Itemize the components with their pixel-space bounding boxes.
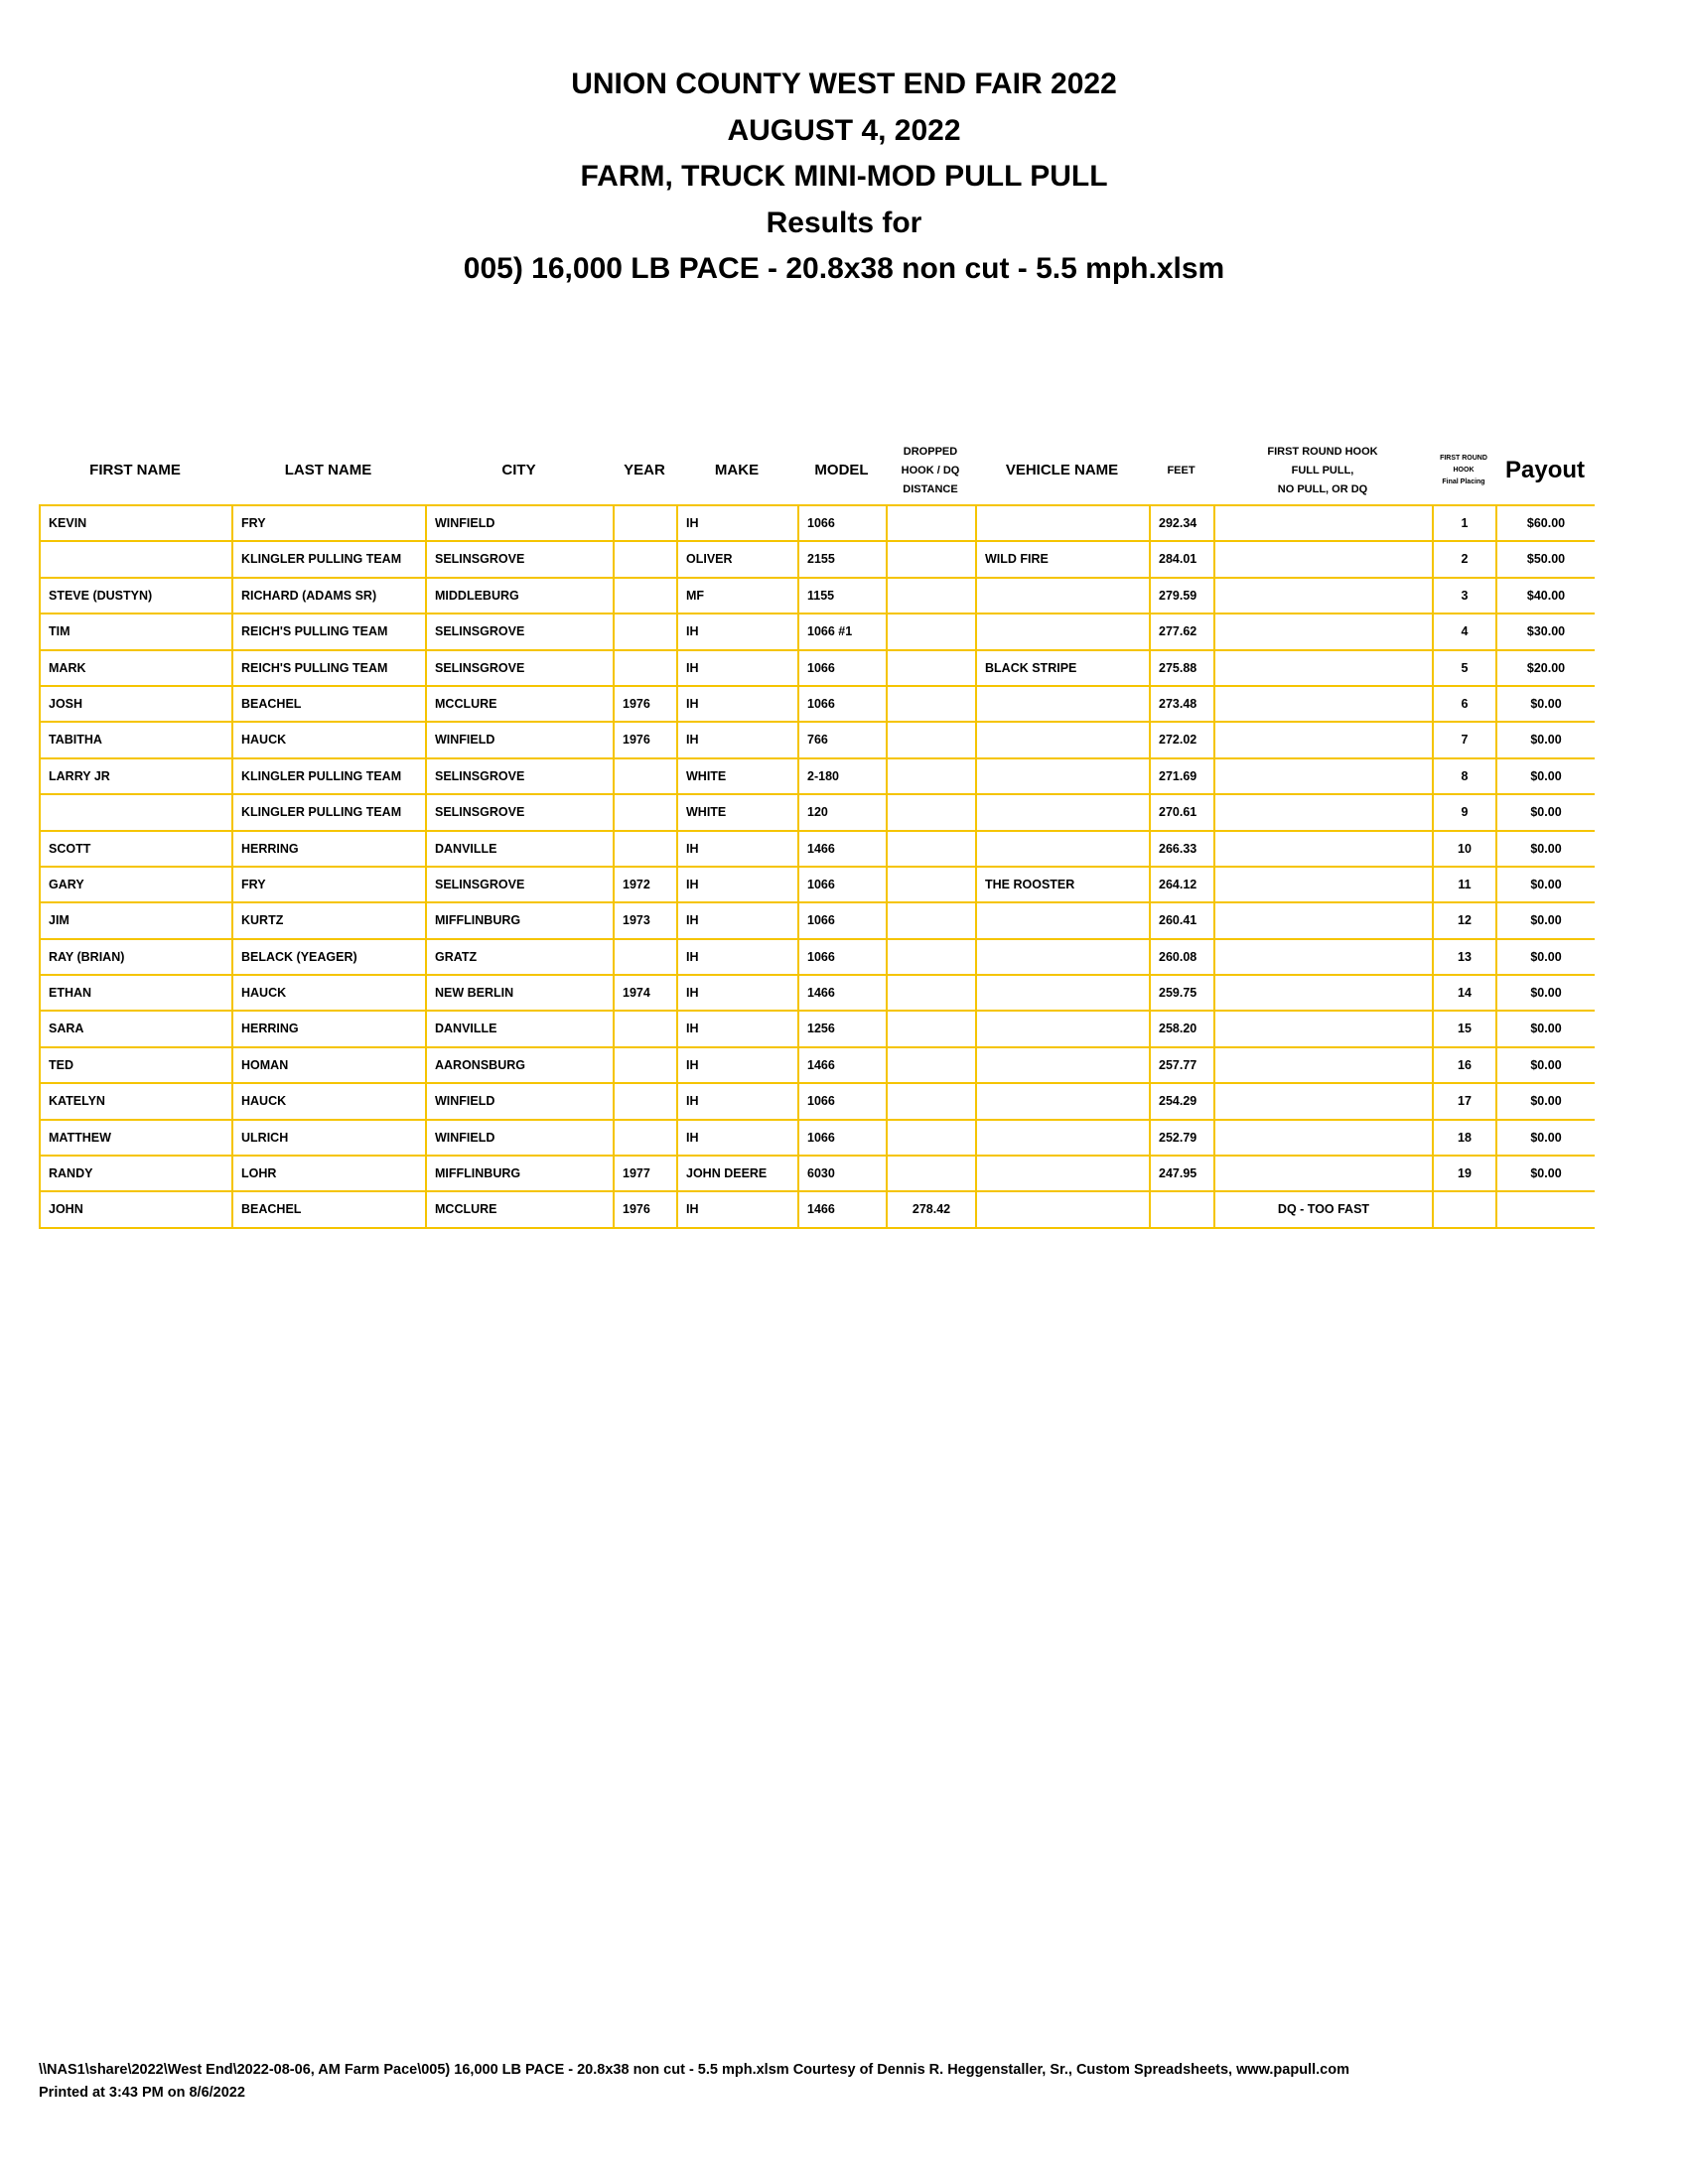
cell-city: AARONSBURG [425,1048,613,1082]
cell-year [613,1084,676,1118]
cell-dropped-hook-distance [886,903,975,937]
cell-make: IH [676,1012,797,1045]
cell-first-name: JIM [39,903,231,937]
cell-payout: $20.00 [1495,651,1595,685]
column-header-first-round-hook: FIRST ROUND HOOK FULL PULL, NO PULL, OR DQ [1267,445,1378,495]
cell-dropped-hook-distance [886,1121,975,1155]
cell-feet: 252.79 [1149,1121,1213,1155]
cell-feet [1149,1192,1213,1226]
cell-vehicle-name [975,1192,1149,1226]
cell-make: IH [676,1192,797,1226]
cell-make: IH [676,868,797,901]
cell-final-placing: 10 [1432,832,1495,866]
cell-vehicle-name [975,976,1149,1010]
cell-first-name: RANDY [39,1157,231,1190]
cell-vehicle-name [975,1157,1149,1190]
cell-last-name: FRY [231,868,425,901]
cell-last-name: KLINGLER PULLING TEAM [231,795,425,829]
table-row [39,866,1595,901]
column-header-final-placing: FIRST ROUND HOOK Final Placing [1440,455,1487,485]
cell-final-placing: 15 [1432,1012,1495,1045]
cell-feet: 272.02 [1149,723,1213,756]
cell-make: JOHN DEERE [676,1157,797,1190]
table-row [39,1119,1595,1155]
cell-final-placing: 3 [1432,579,1495,613]
cell-first-round-hook [1213,723,1432,756]
cell-make: IH [676,976,797,1010]
cell-feet: 275.88 [1149,651,1213,685]
cell-first-name [39,542,231,576]
cell-payout: $0.00 [1495,759,1595,793]
cell-model: 1066 [797,940,886,974]
cell-city: WINFIELD [425,1121,613,1155]
cell-model: 1066 [797,868,886,901]
table-row [39,721,1595,756]
cell-model: 1466 [797,976,886,1010]
column-header-feet: FEET [1167,464,1196,477]
table-row [39,685,1595,721]
cell-last-name: REICH'S PULLING TEAM [231,614,425,648]
cell-city: SELINSGROVE [425,542,613,576]
cell-dropped-hook-distance [886,614,975,648]
table-row [39,1155,1595,1190]
cell-feet: 266.33 [1149,832,1213,866]
cell-feet: 264.12 [1149,868,1213,901]
table-row [39,613,1595,648]
cell-model: 1066 [797,903,886,937]
cell-first-round-hook [1213,976,1432,1010]
cell-year [613,759,676,793]
cell-payout: $50.00 [1495,542,1595,576]
cell-payout: $40.00 [1495,579,1595,613]
results-table [39,437,1595,1229]
cell-final-placing: 4 [1432,614,1495,648]
cell-vehicle-name [975,1048,1149,1082]
cell-make: IH [676,1084,797,1118]
cell-model: 6030 [797,1157,886,1190]
cell-payout: $0.00 [1495,1121,1595,1155]
cell-feet: 258.20 [1149,1012,1213,1045]
cell-model: 1066 [797,687,886,721]
cell-vehicle-name [975,832,1149,866]
cell-first-name: MARK [39,651,231,685]
cell-year: 1976 [613,1192,676,1226]
cell-dropped-hook-distance [886,976,975,1010]
cell-model: 766 [797,723,886,756]
cell-first-round-hook [1213,506,1432,540]
cell-final-placing: 9 [1432,795,1495,829]
cell-model: 1066 [797,1121,886,1155]
cell-first-round-hook [1213,614,1432,648]
cell-model: 1256 [797,1012,886,1045]
column-header-last-name: LAST NAME [284,462,372,478]
cell-first-name: TIM [39,614,231,648]
cell-make: IH [676,1121,797,1155]
cell-vehicle-name [975,1084,1149,1118]
cell-final-placing: 14 [1432,976,1495,1010]
cell-last-name: REICH'S PULLING TEAM [231,651,425,685]
cell-make: IH [676,687,797,721]
cell-city: MIFFLINBURG [425,1157,613,1190]
cell-last-name: FRY [231,506,425,540]
cell-dropped-hook-distance [886,579,975,613]
cell-first-name: SCOTT [39,832,231,866]
cell-vehicle-name [975,940,1149,974]
cell-final-placing: 11 [1432,868,1495,901]
cell-dropped-hook-distance [886,759,975,793]
report-titles [0,62,1688,293]
cell-make: IH [676,614,797,648]
cell-make: OLIVER [676,542,797,576]
cell-city: MCCLURE [425,687,613,721]
cell-payout: $0.00 [1495,976,1595,1010]
cell-last-name: KLINGLER PULLING TEAM [231,759,425,793]
cell-make: IH [676,1048,797,1082]
cell-make: IH [676,940,797,974]
footer [39,2059,1349,2105]
cell-first-round-hook [1213,1012,1432,1045]
cell-city: WINFIELD [425,723,613,756]
cell-last-name: HAUCK [231,976,425,1010]
cell-make: MF [676,579,797,613]
footer-printed-at: Printed at 3:43 PM on 8/6/2022 [39,2085,245,2101]
cell-city: SELINSGROVE [425,759,613,793]
cell-year: 1974 [613,976,676,1010]
cell-feet: 254.29 [1149,1084,1213,1118]
cell-year [613,614,676,648]
cell-feet: 292.34 [1149,506,1213,540]
cell-first-name: SARA [39,1012,231,1045]
results-label: Results for [766,205,922,239]
cell-last-name: HOMAN [231,1048,425,1082]
cell-dropped-hook-distance [886,506,975,540]
cell-feet: 279.59 [1149,579,1213,613]
cell-last-name: BEACHEL [231,1192,425,1226]
cell-dropped-hook-distance [886,687,975,721]
cell-first-round-hook [1213,1084,1432,1118]
cell-vehicle-name: WILD FIRE [975,542,1149,576]
cell-city: SELINSGROVE [425,795,613,829]
cell-final-placing: 16 [1432,1048,1495,1082]
cell-payout: $0.00 [1495,687,1595,721]
cell-model: 120 [797,795,886,829]
column-header-city: CITY [501,462,536,478]
cell-final-placing: 2 [1432,542,1495,576]
cell-make: IH [676,723,797,756]
cell-year: 1976 [613,723,676,756]
cell-first-name: MATTHEW [39,1121,231,1155]
table-header [39,437,1595,504]
cell-first-name: KEVIN [39,506,231,540]
cell-feet: 273.48 [1149,687,1213,721]
cell-feet: 270.61 [1149,795,1213,829]
column-header-first-name: FIRST NAME [89,462,181,478]
cell-first-round-hook [1213,832,1432,866]
cell-first-round-hook [1213,1048,1432,1082]
cell-dropped-hook-distance [886,1084,975,1118]
table-row [39,540,1595,576]
cell-year [613,506,676,540]
column-header-model: MODEL [814,462,869,478]
cell-first-round-hook [1213,651,1432,685]
cell-last-name: BELACK (YEAGER) [231,940,425,974]
cell-vehicle-name [975,795,1149,829]
table-row [39,1082,1595,1118]
cell-payout: $30.00 [1495,614,1595,648]
table-row [39,901,1595,937]
cell-payout: $0.00 [1495,723,1595,756]
cell-last-name: HERRING [231,832,425,866]
cell-first-name: ETHAN [39,976,231,1010]
column-header-dropped-hook-distance: DROPPED HOOK / DQ DISTANCE [901,445,960,495]
cell-feet: 260.41 [1149,903,1213,937]
cell-vehicle-name [975,1012,1149,1045]
table-row [39,757,1595,793]
cell-model: 1155 [797,579,886,613]
cell-feet: 260.08 [1149,940,1213,974]
table-row [39,1190,1595,1228]
cell-feet: 271.69 [1149,759,1213,793]
cell-dropped-hook-distance [886,542,975,576]
table-row [39,974,1595,1010]
cell-first-round-hook [1213,687,1432,721]
footer-file-path: \\NAS1\share\2022\West End\2022-08-06, AM Farm Pace\005) 16,000 LB PACE - 20.8x38 non cut - 5.5 mph.xlsm Courtesy of Dennis R. Heggenstaller, Sr., Custom Spreadsheets, www.papull.com [39,2062,1349,2078]
table-row [39,1010,1595,1045]
cell-first-round-hook [1213,795,1432,829]
cell-final-placing: 12 [1432,903,1495,937]
cell-year [613,1048,676,1082]
cell-vehicle-name [975,506,1149,540]
cell-payout [1495,1192,1595,1226]
cell-first-round-hook: DQ - TOO FAST [1213,1192,1432,1226]
cell-city: WINFIELD [425,506,613,540]
cell-final-placing: 8 [1432,759,1495,793]
cell-first-name: KATELYN [39,1084,231,1118]
cell-model: 1066 #1 [797,614,886,648]
cell-city: SELINSGROVE [425,614,613,648]
cell-first-name: TED [39,1048,231,1082]
cell-vehicle-name [975,579,1149,613]
cell-last-name: HAUCK [231,1084,425,1118]
cell-city: WINFIELD [425,1084,613,1118]
cell-year [613,651,676,685]
cell-model: 1066 [797,1084,886,1118]
cell-city: SELINSGROVE [425,868,613,901]
cell-first-name: STEVE (DUSTYN) [39,579,231,613]
cell-final-placing: 17 [1432,1084,1495,1118]
cell-year [613,795,676,829]
table-row [39,793,1595,829]
cell-dropped-hook-distance [886,1157,975,1190]
cell-last-name: KLINGLER PULLING TEAM [231,542,425,576]
table-row [39,504,1595,540]
cell-first-round-hook [1213,903,1432,937]
cell-payout: $0.00 [1495,1157,1595,1190]
cell-dropped-hook-distance [886,795,975,829]
cell-make: WHITE [676,795,797,829]
cell-first-round-hook [1213,579,1432,613]
cell-model: 1066 [797,651,886,685]
cell-first-round-hook [1213,1121,1432,1155]
cell-dropped-hook-distance [886,868,975,901]
cell-last-name: LOHR [231,1157,425,1190]
cell-dropped-hook-distance: 278.42 [886,1192,975,1226]
cell-final-placing: 19 [1432,1157,1495,1190]
cell-model: 1466 [797,1048,886,1082]
table-row [39,938,1595,974]
cell-city: SELINSGROVE [425,651,613,685]
cell-feet: 284.01 [1149,542,1213,576]
cell-final-placing: 7 [1432,723,1495,756]
cell-first-name: TABITHA [39,723,231,756]
cell-first-name [39,795,231,829]
cell-last-name: HERRING [231,1012,425,1045]
cell-year: 1977 [613,1157,676,1190]
cell-year [613,579,676,613]
event-date: AUGUST 4, 2022 [727,113,961,147]
cell-vehicle-name [975,1121,1149,1155]
cell-city: DANVILLE [425,832,613,866]
cell-payout: $0.00 [1495,1012,1595,1045]
cell-vehicle-name [975,687,1149,721]
cell-payout: $0.00 [1495,832,1595,866]
cell-last-name: BEACHEL [231,687,425,721]
cell-make: IH [676,832,797,866]
cell-city: MCCLURE [425,1192,613,1226]
cell-final-placing: 13 [1432,940,1495,974]
cell-make: WHITE [676,759,797,793]
cell-payout: $0.00 [1495,903,1595,937]
cell-first-round-hook [1213,1157,1432,1190]
cell-model: 1466 [797,832,886,866]
cell-model: 2155 [797,542,886,576]
cell-city: MIFFLINBURG [425,903,613,937]
cell-dropped-hook-distance [886,1012,975,1045]
cell-payout: $0.00 [1495,1048,1595,1082]
cell-last-name: HAUCK [231,723,425,756]
event-name: FARM, TRUCK MINI-MOD PULL PULL [580,160,1108,193]
cell-dropped-hook-distance [886,832,975,866]
cell-dropped-hook-distance [886,1048,975,1082]
cell-vehicle-name [975,759,1149,793]
cell-vehicle-name: THE ROOSTER [975,868,1149,901]
cell-final-placing: 1 [1432,506,1495,540]
cell-first-round-hook [1213,940,1432,974]
cell-city: DANVILLE [425,1012,613,1045]
cell-city: NEW BERLIN [425,976,613,1010]
cell-model: 1066 [797,506,886,540]
cell-vehicle-name [975,614,1149,648]
cell-dropped-hook-distance [886,651,975,685]
cell-first-name: RAY (BRIAN) [39,940,231,974]
cell-last-name: RICHARD (ADAMS SR) [231,579,425,613]
cell-payout: $0.00 [1495,1084,1595,1118]
table-body [39,504,1595,1229]
cell-feet: 259.75 [1149,976,1213,1010]
fair-title: UNION COUNTY WEST END FAIR 2022 [571,68,1117,100]
cell-make: IH [676,506,797,540]
cell-final-placing: 6 [1432,687,1495,721]
cell-first-round-hook [1213,759,1432,793]
class-name: 005) 16,000 LB PACE - 20.8x38 non cut - 5.5 mph.xlsm [463,252,1225,285]
table-row [39,830,1595,866]
column-header-make: MAKE [714,462,760,478]
cell-first-round-hook [1213,868,1432,901]
table-row [39,649,1595,685]
cell-dropped-hook-distance [886,940,975,974]
cell-year [613,1012,676,1045]
cell-feet: 247.95 [1149,1157,1213,1190]
cell-year: 1972 [613,868,676,901]
cell-final-placing [1432,1192,1495,1226]
cell-payout: $60.00 [1495,506,1595,540]
cell-city: GRATZ [425,940,613,974]
cell-dropped-hook-distance [886,723,975,756]
cell-year [613,832,676,866]
cell-year: 1973 [613,903,676,937]
cell-year [613,1121,676,1155]
cell-payout: $0.00 [1495,940,1595,974]
cell-first-name: JOSH [39,687,231,721]
column-header-payout: Payout [1504,457,1585,483]
cell-payout: $0.00 [1495,868,1595,901]
cell-payout: $0.00 [1495,795,1595,829]
column-header-year: YEAR [624,462,665,478]
cell-year: 1976 [613,687,676,721]
cell-make: IH [676,651,797,685]
cell-first-name: JOHN [39,1192,231,1226]
table-row [39,1046,1595,1082]
cell-first-round-hook [1213,542,1432,576]
cell-first-name: LARRY JR [39,759,231,793]
cell-feet: 257.77 [1149,1048,1213,1082]
cell-year [613,940,676,974]
cell-first-name: GARY [39,868,231,901]
table-row [39,577,1595,613]
cell-model: 2-180 [797,759,886,793]
cell-city: MIDDLEBURG [425,579,613,613]
cell-vehicle-name: BLACK STRIPE [975,651,1149,685]
cell-final-placing: 18 [1432,1121,1495,1155]
cell-make: IH [676,903,797,937]
cell-vehicle-name [975,723,1149,756]
cell-last-name: KURTZ [231,903,425,937]
cell-feet: 277.62 [1149,614,1213,648]
cell-final-placing: 5 [1432,651,1495,685]
cell-model: 1466 [797,1192,886,1226]
column-header-vehicle-name: VEHICLE NAME [1005,462,1119,478]
cell-year [613,542,676,576]
cell-vehicle-name [975,903,1149,937]
cell-last-name: ULRICH [231,1121,425,1155]
